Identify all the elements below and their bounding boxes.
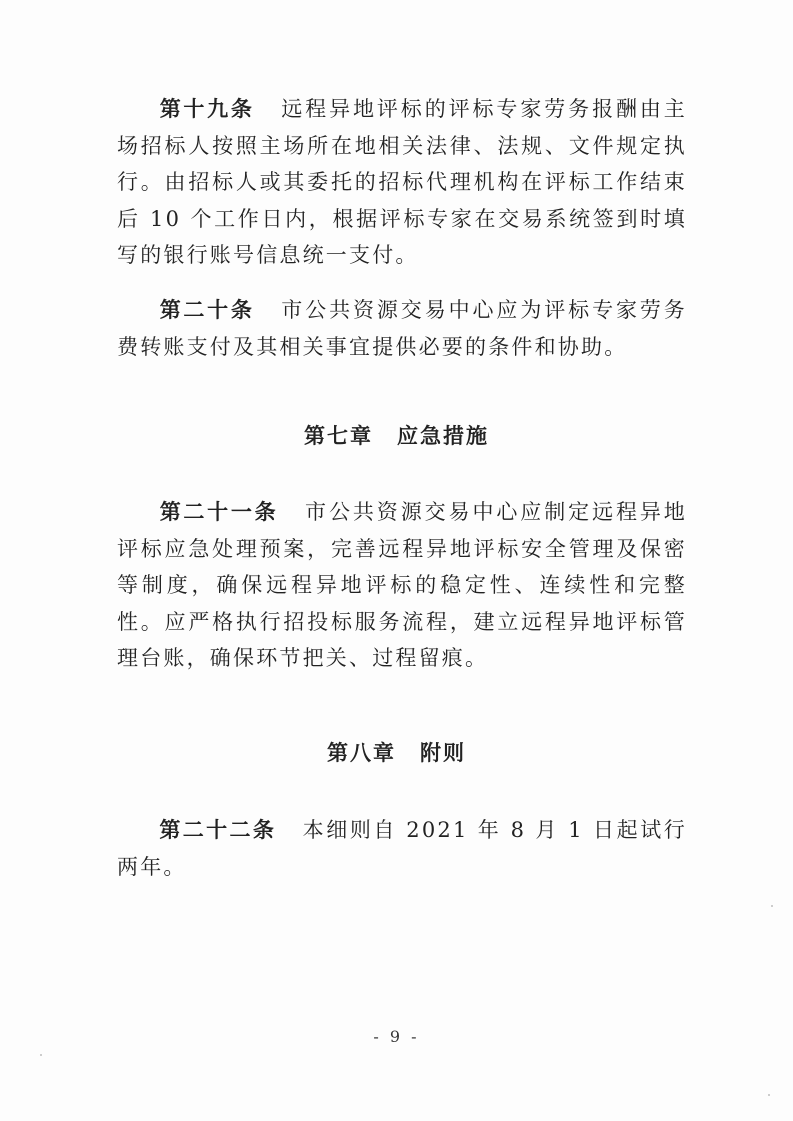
article-21: [117, 494, 687, 677]
article-22: [117, 812, 687, 885]
scan-speck: [768, 1094, 770, 1096]
article-20-text: 市公共资源交易中心应为评标专家劳务费转账支付及其相关事宜提供必要的条件和协助。: [117, 298, 687, 359]
scan-speck: [771, 905, 773, 907]
chapter-8-name: 附则: [420, 741, 466, 765]
article-21-title: 第二十一条: [159, 500, 279, 524]
article-22-title: 第二十二条: [159, 818, 277, 842]
page-number: - 9 -: [373, 1027, 420, 1046]
article-19: [117, 91, 687, 274]
scan-speck: [40, 1054, 42, 1056]
chapter-7-heading: [0, 420, 793, 450]
article-20: [117, 292, 687, 365]
chapter-8-number: 第八章: [327, 741, 396, 765]
article-22-text: 本细则自 2021 年 8 月 1 日起试行两年。: [117, 818, 688, 879]
article-21-text: 市公共资源交易中心应制定远程异地评标应急处理预案，完善远程异地评标安全管理及保密等制度，确保远程异地评标的稳定性、连续性和完整性。应严格执行招投标服务流程，建立远程异地评标管理台账，确保环节把关、过程留痕。: [117, 500, 687, 671]
chapter-8-heading: [0, 737, 793, 767]
chapter-7-name: 应急措施: [397, 424, 489, 448]
article-19-title: 第十九条: [159, 97, 255, 121]
chapter-7-number: 第七章: [304, 424, 373, 448]
article-20-title: 第二十条: [159, 298, 255, 322]
article-19-text: 远程异地评标的评标专家劳务报酬由主场招标人按照主场所在地相关法律、法规、文件规定执行。由招标人或其委托的招标代理机构在评标工作结束后 10 个工作日内，根据评标专家在交易系统签到时填写的银行账号信息统一支付。: [117, 97, 687, 268]
